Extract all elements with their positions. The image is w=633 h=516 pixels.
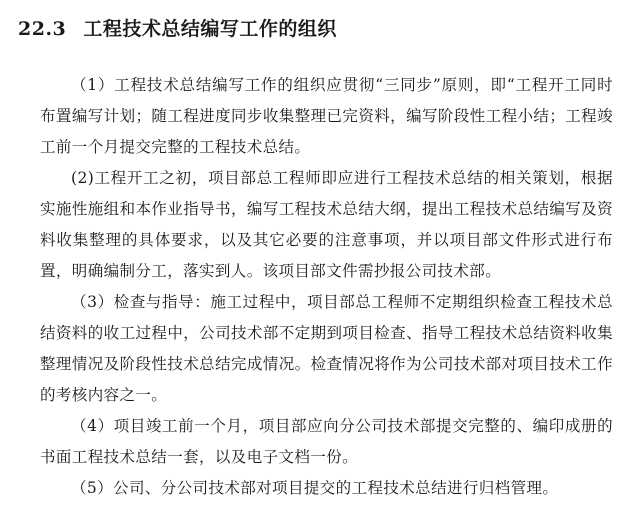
body-text xyxy=(40,70,613,504)
paragraph-1: （1）工程技术总结编写工作的组织应贯彻“三同步”原则，即“工程开工同时布置编写计划；随工程进度同步收集整理已完资料，编写阶段性工程小结；工程竣工前一个月提交完整的工程技术总结。 xyxy=(40,76,613,156)
paragraph-3: （3）检查与指导：施工过程中，项目部总工程师不定期组织检查工程技术总结资料的收工过程中，公司技术部不定期到项目检查、指导工程技术总结资料收集整理情况及阶段性技术总结完成情况。检查情况将作为公司技术部对项目技术工作的考核内容之一。 xyxy=(40,293,613,404)
section-title: 工程技术总结编写工作的组织 xyxy=(83,18,337,40)
paragraph-2: (2)工程开工之初，项目部总工程师即应进行工程技术总结的相关策划，根据实施性施组和本作业指导书，编写工程技术总结大纲，提出工程技术总结编写及资料收集整理的具体要求，以及其它必要的注意事项，并以项目部文件形式进行布置，明确编制分工，落实到人。该项目部文件需抄报公司技术部。 xyxy=(40,169,613,280)
paragraph-4: （4）项目竣工前一个月，项目部应向分公司技术部提交完整的、编印成册的书面工程技术总结一套，以及电子文档一份。 xyxy=(40,417,613,466)
section-number: 22.3 xyxy=(18,18,67,40)
paragraph-5: （5）公司、分公司技术部对项目提交的工程技术总结进行归档管理。 xyxy=(71,479,559,497)
section-heading xyxy=(18,10,613,48)
